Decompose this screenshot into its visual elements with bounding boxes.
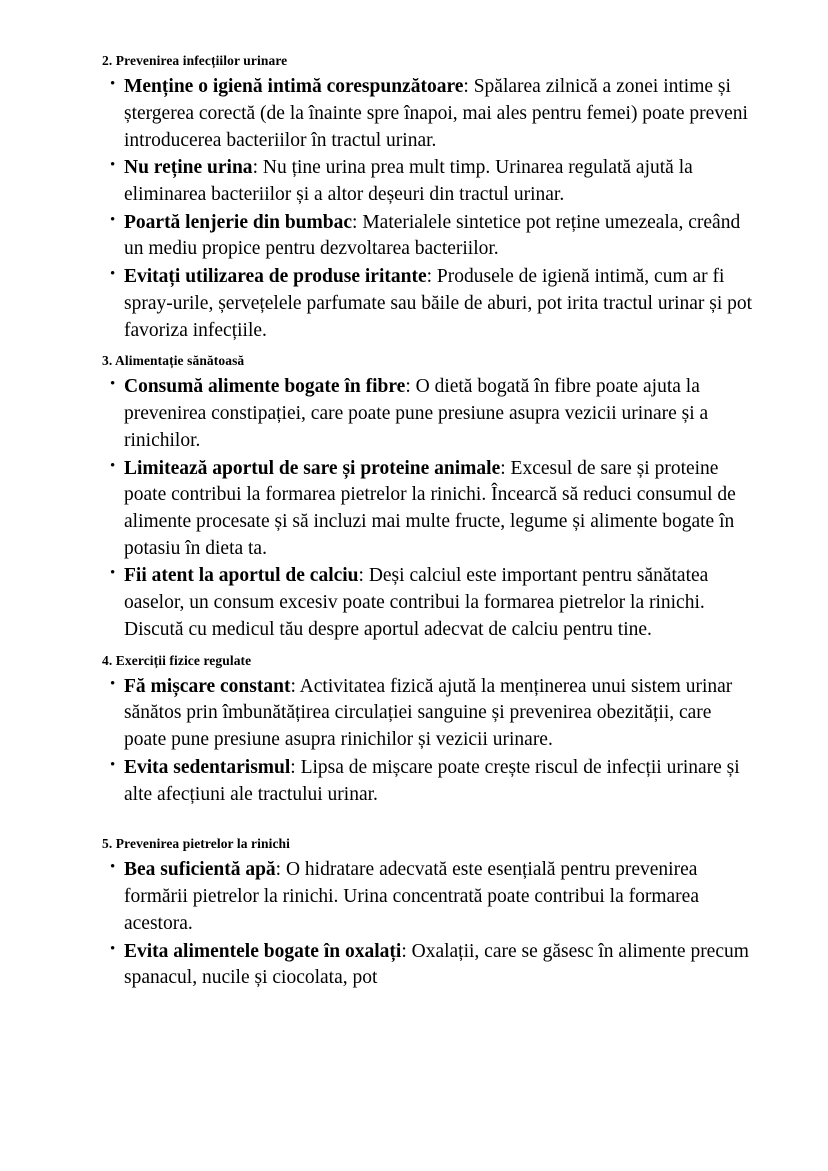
list-item-lead: Evita sedentarismul [124, 756, 291, 778]
list-item [96, 264, 758, 344]
list-item-lead: Bea suficientă apă [124, 859, 276, 881]
section-heading: 3. Alimentație sănătoasă [102, 353, 245, 369]
list-item-lead: Limitează aportul de sare și proteine animale [124, 457, 501, 479]
list-item-text: : Oxalații, care se găsesc în alimente precum spanacul, nucile și ciocolata, pot [124, 940, 749, 989]
list-item-text: : Nu ține urina prea mult timp. Urinarea regulată ajută la eliminarea bacteriilor și a altor deșeuri din tractul urinar. [124, 157, 693, 206]
list-item [96, 456, 758, 563]
list-item-lead: Poartă lenjerie din bumbac [124, 211, 353, 233]
list-item-text: : Deși calciul este important pentru sănătatea oaselor, un consum excesiv poate contribui la formarea pietrelor la rinichi. Discută cu medicul tău despre aportul adecvat de calciu pentru tine. [124, 565, 709, 640]
bullet-list [96, 857, 758, 992]
list-item [96, 939, 758, 992]
list-item-text: : Lipsa de mișcare poate crește riscul de infecții urinare și alte afecțiuni ale tractului urinar. [124, 756, 740, 805]
list-item [96, 857, 758, 937]
section-spacer [96, 809, 758, 835]
list-item-lead: Fii atent la aportul de calciu [124, 565, 359, 587]
list-item-text: : Activitatea fizică ajută la menținerea unui sistem urinar sănătos prin îmbunătățirea circulației sanguine și prevenirea obezității, care poate pune presiune asupra rinichilor și vezicii urinare. [124, 675, 733, 751]
list-item-text: : Excesul de sare și proteine poate contribui la formarea pietrelor la rinichi. Încearcă să reduci consumul de alimente procesate și să incluzi mai multe fructe, legume și alimente bogate în potasiu în dieta ta. [124, 457, 736, 559]
section-heading: 2. Prevenirea infecțiilor urinare [102, 53, 288, 68]
list-item-lead: Evita alimentele bogate în oxalați [124, 940, 402, 962]
bullet-list [96, 674, 758, 809]
list-item-text: : Spălarea zilnică a zonei intime și ștergerea corectă (de la înainte spre înapoi, mai ales pentru femei) poate preveni introducerea bacteriilor în tractul urinar. [124, 76, 748, 151]
list-item [96, 74, 758, 154]
list-item-lead: Evitați utilizarea de produse iritante [124, 266, 427, 288]
list-item-lead: Nu reține urina [124, 157, 253, 179]
document-section [96, 52, 758, 344]
list-item-text: : O dietă bogată în fibre poate ajuta la prevenirea constipației, care poate pune presiune asupra vezicii urinare și a rinichilor. [124, 376, 709, 451]
list-item [96, 755, 758, 808]
section-spacer [96, 645, 758, 652]
section-spacer [96, 345, 758, 352]
list-item [96, 210, 758, 263]
list-item [96, 674, 758, 754]
list-item-lead: Fă mișcare constant [124, 675, 291, 697]
document-section [96, 352, 758, 643]
document-section [96, 652, 758, 809]
list-item [96, 563, 758, 643]
section-heading: 4. Exerciții fizice regulate [102, 652, 252, 668]
bullet-list [96, 374, 758, 643]
list-item-lead: Menține o igienă intimă corespunzătoare [124, 76, 464, 98]
list-item-lead: Consumă alimente bogate în fibre [124, 376, 406, 398]
list-item-text: : Produsele de igienă intimă, cum ar fi spray-urile, șervețelele parfumate sau băile de aburi, pot irita tractul urinar și pot favoriza infecțiile. [124, 266, 753, 341]
list-item [96, 155, 758, 208]
document-section [96, 835, 758, 992]
bullet-list [96, 74, 758, 344]
list-item-text: : O hidratare adecvată este esențială pentru prevenirea formării pietrelor la rinichi. Urina concentrată poate contribui la formarea acestora. [124, 859, 699, 934]
section-heading: 5. Prevenirea pietrelor la rinichi [102, 836, 290, 852]
list-item-text: : Materialele sintetice pot reține umezeala, creând un mediu propice pentru dezvoltarea bacteriilor. [124, 211, 741, 260]
list-item [96, 374, 758, 454]
